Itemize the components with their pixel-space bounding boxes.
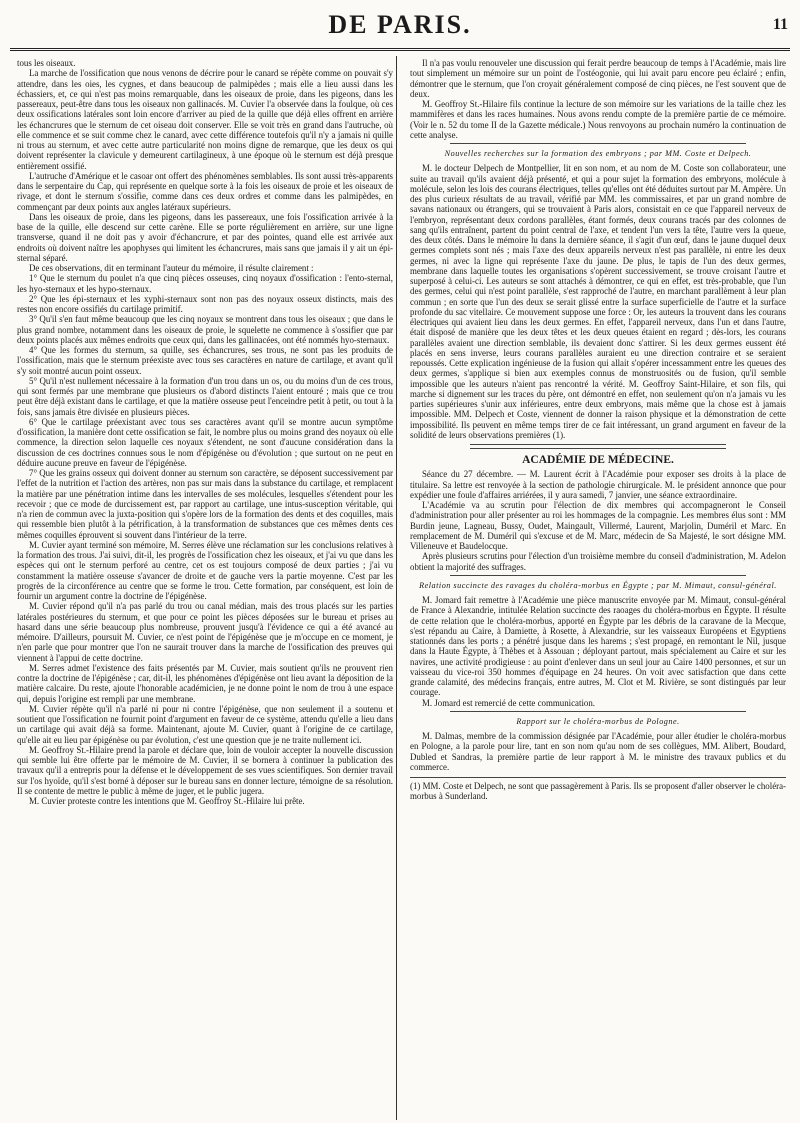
paragraph: L'autruche d'Amérique et le casoar ont offert des phénomènes semblables. Ils sont aussi très-apparents dans le serpentaire du Cap, qui représente en quelque sorte à la fois les oiseaux de proie et les oiseaux de rivage, et dont le sternum s'ossifie, comme dans ces deux ordres et comme dans les palmipèdes, en commençant par deux points aux angles latéraux supérieurs. (17, 170, 393, 212)
paragraph: tous les oiseaux. (17, 58, 76, 68)
paragraph: Séance du 27 décembre. — M. Laurent écrit à l'Académie pour exposer ses droits à la place de titulaire. Sa lettre est renvoyée à la section de pathologie chirurgicale. M. le président annonce que pour expédier une foule d'affaires arriérées, il y aura samedi, 7 janvier, une séance extraordinaire. (410, 469, 786, 500)
page-header-title: DE PARIS. (328, 10, 472, 39)
right-column (410, 58, 786, 1120)
section-rule (450, 143, 746, 144)
section-heading-cholera-egypte: Relation succincte des ravages du choléra-morbus en Égypte ; par M. Mimaut, consul-général. (419, 580, 777, 590)
paragraph: M. Dalmas, membre de la commission désignée par l'Académie, pour aller étudier le choléra-morbus en Pologne, a la parole pour lire, tant en son nom qu'au nom de ses collègues, MM. Alibert, Boudard, Dubled et Sandras, la première partie de leur rapport à M. le ministre des travaux publics et du commerce. (410, 731, 786, 772)
page-number: 11 (772, 16, 788, 33)
paragraph: Dans les oiseaux de proie, dans les pigeons, dans les passereaux, une fois l'ossification arrivée à la base de la quille, elle descend sur cette carène. Elle se porte régulièrement en arrière, sur une ligne transverse, quand il ne doit pas y avoir d'échancrure, et par des pointes, quand elle est arrivée aux endroits où doivent naître les apophyses qui limitent les échancrures, mais sans que jamais il y ait un épi-sternal séparé. (17, 211, 393, 263)
paragraph: M. Cuvier proteste contre les intentions que M. Geoffroy St.-Hilaire lui prête. (29, 796, 305, 806)
paragraph: Après plusieurs scrutins pour l'élection d'un troisième membre du conseil d'administration, M. Adelon obtient la majorité des suffrages. (410, 551, 786, 572)
section-rule (450, 575, 746, 576)
paragraph: Il n'a pas voulu renouveler une discussion qui ferait perdre beaucoup de temps à l'Académie, mais lire tout simplement un mémoire sur un point de l'ostéogonie, qui lui avait paru encore peu éclairé ; enfin, démontrer que le sternum, que l'on croyait généralement composé de cinq pièces, ne l'est souvent que de deux. (410, 58, 786, 99)
paragraph: De ces observations, dit en terminant l'auteur du mémoire, il résulte clairement : (29, 263, 314, 273)
section-heading-academie: ACADÉMIE DE MÉDECINE. (522, 454, 674, 466)
column-divider (396, 56, 397, 1120)
conclusion-item: 6° Que le cartilage préexistant avec tous ses caractères avant qu'il se montre aucun symptôme d'ossification, la manière dont cette ossification se fait, le nombre plus ou moins grand des noyaux où elle commence, la direction selon laquelle ces noyaux s'étendent, ne sont d'aucune considération dans la discussion de ces doctrines connues sous le nom d'épigénèse ou d'évolution ; que surtout on ne peut en déduire aucune preuve en faveur de l'épigénèse. (17, 416, 393, 468)
section-heading-pologne: Rapport sur le choléra-morbus de Pologne. (516, 716, 680, 726)
paragraph: M. Jomard est remercié de cette communication. (422, 697, 595, 708)
section-rule (470, 444, 726, 449)
conclusion-item: 3° Qu'il s'en faut même beaucoup que les cinq noyaux se montrent dans tous les oiseaux ; que dans le plus grand nombre, notamment dans les oiseaux de proie, le squelette ne commence à s'ossifier que par deux points placés aux mêmes endroits que ceux qui, dans les gallinacées, ont été nommés hyo-sternaux. (17, 314, 393, 345)
conclusion-item: 5° Qu'il n'est nullement nécessaire à la formation d'un trou dans un os, ou du moins d'un de ces trous, qui sont fermés par une membrane que plusieurs os d'abord distincts l'aient entouré ; mais que ce trou peut être déjà existant dans le cartilage, et que la matière osseuse peut l'enceindre petit à petit, ou tout à la fois, sans jamais être divisée en plusieurs pièces. (17, 375, 393, 417)
conclusion-item: 4° Que les formes du sternum, sa quille, ses échancrures, ses trous, ne sont pas les produits de l'ossification, mais que le sternum préexiste avec tous ses caractères en nature de cartilage, et avant qu'il s'y soit montré aucun point osseux. (17, 345, 393, 376)
paragraph: M. Cuvier ayant terminé son mémoire, M. Serres élève une réclamation sur les conclusions relatives à la formation des trous. J'ai suivi, dit-il, les progrès de l'ossification chez les oiseaux, et j'ai vu que dans les espèces qui ont le sternum perforé au centre, cet os est toujours composé de deux parties ; j'ai vu constamment la matière osseuse s'avancer de droite et de gauche vers la partie moyenne. C'est par les progrès de la circonférence au centre que se forme le trou. Cette formation, par conséquent, est loin de fournir un argument contre la doctrine de l'épigénèse. (17, 539, 393, 601)
masthead (10, 8, 790, 51)
conclusion-item: 2° Que les épi-sternaux et les xyphi-sternaux sont non pas des noyaux osseux distincts, mais des restes non encore ossifiés du cartilage primitif. (17, 293, 393, 314)
paragraph: L'Académie va au scrutin pour l'élection de dix membres qui accompagneront le Conseil d'administration pour aller présenter au roi les hommages de la compagnie. Les membres élus sont : MM Burdin jeune, Lagneau, Bussy, Oudet, Maingault, Villermé, Laurent, Marjolin, Duméril et Marc. En remplacement de M. Duméril qui s'excuse et de M. Marc, médecin de Sa Majesté, le sort désigne MM. Villeneuve et Baudelocque. (410, 500, 786, 551)
conclusion-item: 1° Que le sternum du poulet n'a que cinq pièces osseuses, cinq noyaux d'ossification : l'ento-sternal, les hyo-sternaux et les hypo-sternaux. (17, 273, 393, 294)
section-rule (450, 711, 746, 712)
paragraph: M. Geoffroy St.-Hilaire fils continue la lecture de son mémoire sur les variations de la taille chez les mammifères et dans les races humaines. Nous avons rendu compte de la première partie de ce mémoire. (Voir le n. 52 du tome II de la Gazette médicale.) Nous renvoyons au prochain numéro la continuation de cette analyse. (410, 99, 786, 140)
paragraph: La marche de l'ossification que nous venons de décrire pour le canard se répète comme on pouvait s'y attendre, dans les oies, les cygnes, et dans beaucoup de palmipèdes ; mais elle a lieu aussi dans les échassiers, et, ce qui n'est pas moins remarquable, dans les oiseaux de proie, dans les pigeons, dans les passereaux, peut-être dans tous les oiseaux non gallinacés. M. Cuvier l'a observée dans la foulque, où ces deux ossifications latérales sont loin encore d'arriver au pied de la quille que déjà elles offrent en arrière les échancrures que le sternum de cet oiseau doit conserver. Elle se voit très en grand dans l'autruche, où elle commence et se suit comme chez le canard, avec cette différence toutefois qu'il n'y a jamais ni quille ni trous au sternum, et avec cette autre particularité non moins digne de remarque, que les deux os qui doivent représenter la clavicule y demeurent cartilagineux, à une époque où le sternum est déjà presque entièrement ossifié. (17, 68, 393, 171)
conclusion-item: 7° Que les grains osseux qui doivent donner au sternum son caractère, se déposent successivement par l'effet de la nutrition et l'action des artères, non pas sur mais dans la substance du cartilage, et remplacent la matière par une pénétration intime dans les intervalles de ses molécules, lesquelles s'étendent pour les recevoir ; que ce mode de durcissement est, par rapport au cartilage, une intus-susception véritable, qui n'a rien de commun avec la juxta-position qui s'opère lors de la formation des dents et des coquilles, mais qui ressemble bien plutôt à la pétrification, à la transformation de substances que ces mêmes dents ces mêmes coquilles éprouvent si souvent dans l'intérieur de la terre. (17, 468, 393, 540)
paragraph: M. Serres admet l'existence des faits présentés par M. Cuvier, mais soutient qu'ils ne prouvent rien contre la doctrine de l'épigénèse ; car, dit-il, les phénomènes d'épigénèse ont lieu avant la déposition de la matière calcaire. Du reste, ajoute l'honorable académicien, je ne donne point le nom de trou à une espace qui, depuis l'origine est rempli par une membrane. (17, 662, 393, 704)
left-column (17, 58, 393, 1120)
paragraph: M. Cuvier répond qu'il n'a pas parlé du trou ou canal médian, mais des trous placés sur les parties latérales postérieures du sternum, et que pour ce point les pièces déposées sur le bureau et prises au hasard dans une série beaucoup plus nombreuse, prouvent jusqu'à l'évidence ce qui a été avancé au mémoire. D'ailleurs, poursuit M. Cuvier, ce n'est point de l'épigénèse que je m'occupe en ce moment, je n'en parle que pour montrer que l'on ne saurait trouver dans la marche de l'ossification des preuves qui viennent à l'appui de cette doctrine. (17, 601, 393, 663)
footnote: (1) MM. Coste et Delpech, ne sont que passagèrement à Paris. Ils se proposent d'aller observer le choléra-morbus à Sunderland. (410, 777, 786, 802)
paragraph: M. Jomard fait remettre à l'Académie une pièce manuscrite envoyée par M. Mimaut, consul-général de France à Alexandrie, intitulée Relation succincte des raoages du choléra-morbus en Égypte. Il résulte de cette relation que le choléra-morbus, apporté en Égypte par les débris de la caravane de la Mecque, s'est répandu au Caire, à Damiette, à Rosette, à Alexandrie, sur les vaisseaux Européens et Egyptiens stationnés dans les ports ; a pénétré jusque dans les harems ; s'est propagé, en remontant le Nil, jusque dans la Haute Égypte, à Thèbes et à Assouan ; déployant partout, mais spécialement au Caire et sur les navires, une activité prodigieuse : au point d'enlever dans un seul jour au Caire 1400 personnes, et sur un vaisseau du vice-roi 350 hommes d'équipage en 24 heures. On voit avec satisfaction que dans cette grande calamité, des médecins français, entre autres, M. Clot et M. Rivière, se sont distingués par leur courage. (410, 595, 786, 698)
section-heading-embryons: Nouvelles recherches sur la formation des embryons ; par MM. Coste et Delpech. (444, 149, 752, 158)
paragraph: M. Geoffroy St.-Hilaire prend la parole et déclare que, loin de vouloir accepter la nouvelle discussion qui semble lui être offerte par le mémoire de M. Cuvier, il se bornera à continuer la publication des travaux qu'il a entrepris pour la défense et le développement de ses vues scientifiques. Son dernier travail sur l'os hyoïde, qu'il s'est borné à déposer sur le bureau sans en donner lecture, témoigne de sa résolution. Il se contente de mettre le public à même de juger, et le public jugera. (17, 744, 393, 796)
paragraph: M. le docteur Delpech de Montpellier, lit en son nom, et au nom de M. Coste son collaborateur, une suite au travail qu'ils avaient déjà présenté, et qui a pour sujet la formation des embryons, molécule à molécule, selon les lois des courans électriques, telles qu'elles ont été déduites surtout par M. Ampère. Un des plus curieux résultats de au travail, vérifié par MM. les commissaires, et par un grand nombre de savans nationaux ou étrangers, qui se trouvaient à Paris alors, consistait en ce que l'appareil nerveux de l'embryon, représentant deux cordons parallèles, étant formés, deux courans tracés par des colonnes de sang qu'ils entraînent, partent du point central de l'axe, et tendent l'un vers la tête, l'autre vers la queue, des deux côtés. Dans le mémoire lu dans la dernière séance, il s'agit d'un œuf, dans le jaune duquel deux germes complets sont nés ; mais l'axe des deux appareils nerveux n'est pas parallèle, ni entre les deux germes, ni avec la ligne qui représente l'axe du jaune. De plus, le tapis de l'un des deux germes, membrane dans laquelle toutes les organisations s'opèrent successivement, se trouve croisant l'autre et superposé à celui-ci. Les auteurs se sont attachés à démontrer, ce qui en effet, est très-probable, que l'un des germes, celui qui n'est point parallèle, s'est rapproché de l'autre, en marchant parallèment à leur plan commun ; en sorte que l'un des deux se serait glissé entre la surface superficielle de l'autre et la surface profonde du sac vitellaire. Ce mouvement suppose une force : Or, les auteurs la trouvent dans les courans électriques qui avaient lieu dans les deux germes. En effet, l'appareil nerveux, dans l'un et dans l'autre, était disposé de manière que les deux têtes et les deux queues étaient en regard ; dès-lors, les courans parallèles avaient une direction semblable, ils devaient donc s'attirer. Si les deux germes eussent été placés en sens inverse, leurs courans parallèles auraient eu une direction contraire et se seraient repoussés. Cette explication ingénieuse de la fusion qui allait s'opérer incessamment entre les queues des deux germes, s'applique si bien aux exemples connus de monstruosités ou de fusion, qu'il semble impossible que les auteurs n'aient pas rencontré la vérité. M. Geoffroy Saint-Hilaire, et son fils, qui marche si dignement sur les traces du père, ont démontré en effet, non seulement qu'on n'a jamais vu les parties supérieures s'unir aux inférieures, entre deux embryons, mais même que la chose est à jamais impossible. MM. Delpech et Coste, viennent de donner la raison physique et la démonstration de cette impossibilité. Ils peuvent en même temps tirer de ce fait intéressant, un grand argument en faveur de la solidité de leurs observations premières (1). (410, 163, 786, 440)
paragraph: M. Cuvier répète qu'il n'a parlé ni pour ni contre l'épigénèse, que non seulement il a soutenu et soutient que l'ossification ne fournit point d'argument en faveur de ce système, attendu qu'elle a lieu dans un cartilage qui avait déjà sa forme. Maintenant, ajoute M. Cuvier, quant à l'origine de ce cartilage, qu'elle ait eu lieu par épigénèse ou par évolution, c'est une question que je ne traite nullement ici. (17, 703, 393, 745)
